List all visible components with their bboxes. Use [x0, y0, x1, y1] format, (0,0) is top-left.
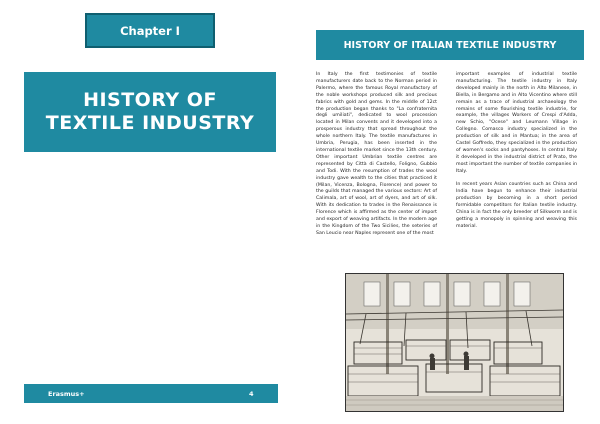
- text-column-left: [316, 72, 437, 238]
- chapter-label: [85, 13, 215, 48]
- footer-brand: Erasmus+: [48, 390, 85, 398]
- body-paragraph: In recent years Asian countries such as China and India have begun to enhance their industrial production by becoming in a short period formidable competitors for Italian textile industry. China is in fact the only breeder of Silkworm and is getting a monopoly in spinning and weaving this material.: [456, 182, 577, 229]
- body-paragraph: important examples of industrial textile manufacturing. The textile industry in Italy developed mainly in the north in Alto Milanese, in Biella, in Bergamo and in Alto Vicentino where still remain as a trace of industrial archaeology the remains of some flourishing textile industrie, for example, the villages Workers of Crespi d'Adda, new Schio, "Ocese" and Leumann Village in Collegno. Comasco industry specialized in the production of silk and in Mantua; in the area of Castel Goffredo, they specialized in the production of women's socks and pantyhoses. In central Italy it developed in the industrial district of Prato, the most important the number of textile companies in Italy.: [456, 72, 577, 174]
- chapter-title-text: HISTORY OF TEXTILE INDUSTRY: [45, 89, 255, 134]
- text-column-right: [456, 72, 577, 231]
- chapter-label-text: Chapter I: [120, 23, 180, 38]
- body-paragraph: In Italy the first testimonies of textile manufacturers date back to the Norman period in Palermo, where the famous Royal manufactory of the noble workshops produced silk and precious fabrics with gold and gems. In the middle of 12ct the production began thanks to "La confraternita degli umiliati", dedicated to wool procession located in Milan convents and it developed into a prosperous industry that spread throughout the whole northern Italy. The textile manufactures in Umbria, Perugia, has been inserted in the international textile market since the 13th century. Other important Umbrian textile centres are represented by Città di Castello, Foligno, Gubbio and Todi. With the resumption of trades the wool industry gave wealth to the cities that practiced it (Milan, Vicenza, Bologna, Florence) and power to the guilds that managed the various sectors: Art of Calimala, art of wool, art of dyers, and art of silk. With its dedication to trades in the Renaissance is Florence which is affirmed as the center of import and export of weaving artifacts. In the modern age in the Kingdom of the Two Sicilies, the seteries of San Leucio near Naples represent one of the most: [316, 72, 437, 236]
- section-title: [316, 30, 584, 60]
- section-title-text: HISTORY OF ITALIAN TEXTILE INDUSTRY: [343, 39, 557, 51]
- right-page: [300, 0, 600, 424]
- page-number: 4: [249, 390, 254, 398]
- page-footer: [24, 384, 278, 403]
- textile-factory-engraving: [345, 273, 564, 412]
- chapter-title: [24, 72, 276, 152]
- factory-illustration-image: [346, 274, 563, 411]
